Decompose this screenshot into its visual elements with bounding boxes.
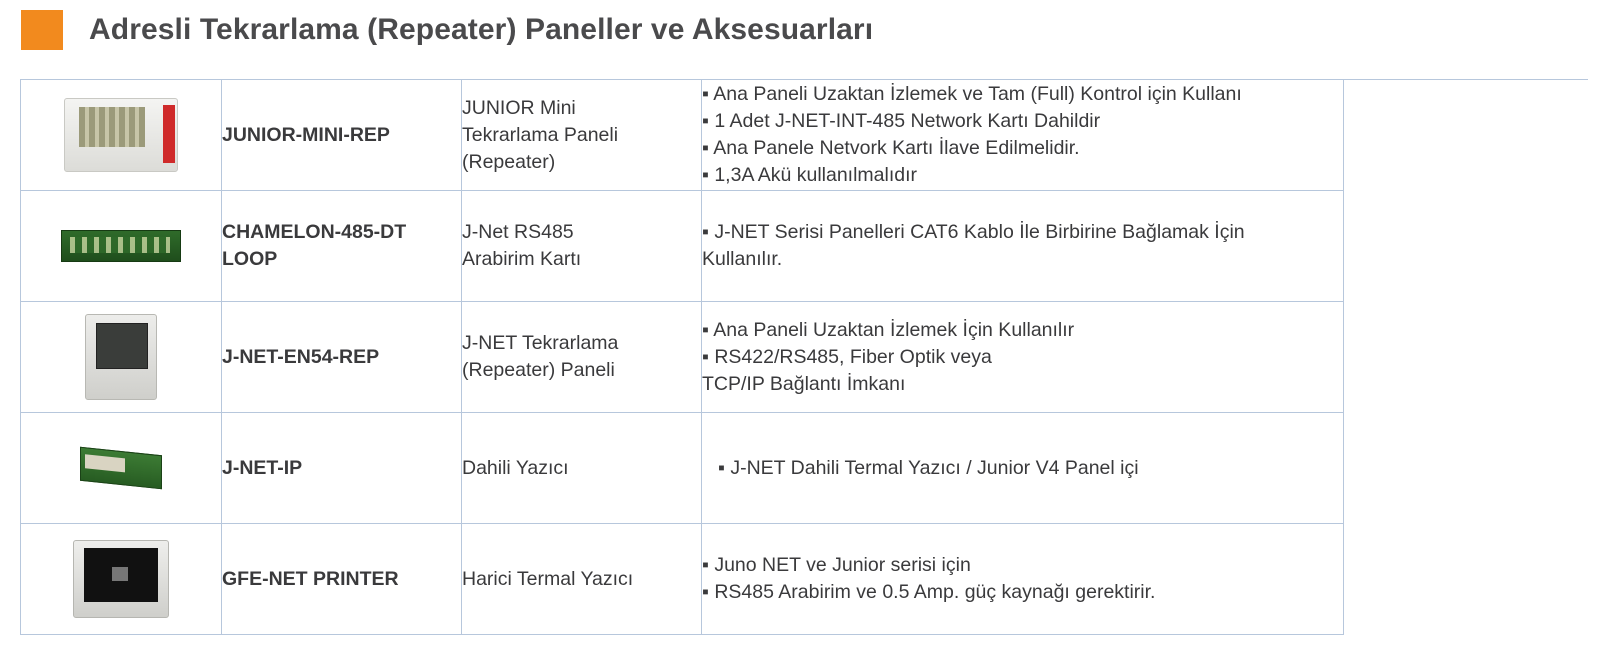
product-image-cell (21, 524, 222, 635)
table-row (21, 524, 1344, 635)
product-description: Harici Termal Yazıcı (462, 524, 702, 635)
page-header (21, 10, 873, 50)
table-row (21, 191, 1344, 302)
product-description: J-Net RS485 Arabirim Kartı (462, 191, 702, 302)
product-features: ▪ J-NET Serisi Panelleri CAT6 Kablo İle Birbirine Bağlamak İçin Kullanılır. (702, 191, 1344, 302)
product-image-cell (21, 302, 222, 413)
product-features: ▪ Ana Paneli Uzaktan İzlemek ve Tam (Full) Kontrol için Kullanı ▪ 1 Adet J-NET-INT-485 Network Kartı Dahildir ▪ Ana Panele Netvork Kartı İlave Edilmelidir. ▪ 1,3A Akü kullanılmalıdır (702, 80, 1344, 191)
product-image-cell (21, 191, 222, 302)
product-features: ▪ Ana Paneli Uzaktan İzlemek İçin Kullanılır ▪ RS422/RS485, Fiber Optik veya TCP/IP Bağlantı İmkanı (702, 302, 1344, 413)
table-row (21, 302, 1344, 413)
product-code: JUNIOR-MINI-REP (222, 80, 462, 191)
rs485-interface-card-image (61, 230, 181, 262)
product-features: ▪ J-NET Dahili Termal Yazıcı / Junior V4 Panel içi (702, 413, 1344, 524)
product-code: GFE-NET PRINTER (222, 524, 462, 635)
product-features: ▪ Juno NET ve Junior serisi için ▪ RS485 Arabirim ve 0.5 Amp. güç kaynağı gerektirir. (702, 524, 1344, 635)
product-image-cell (21, 413, 222, 524)
product-table (20, 79, 1344, 635)
product-code: J-NET-IP (222, 413, 462, 524)
product-description: J-NET Tekrarlama (Repeater) Paneli (462, 302, 702, 413)
junior-mini-repeater-panel-image (64, 98, 178, 172)
table-row (21, 413, 1344, 524)
product-code: CHAMELON-485-DT LOOP (222, 191, 462, 302)
product-description: JUNIOR Mini Tekrarlama Paneli (Repeater) (462, 80, 702, 191)
page-title: Adresli Tekrarlama (Repeater) Paneller ve Aksesuarları (89, 13, 874, 46)
product-description: Dahili Yazıcı (462, 413, 702, 524)
internal-printer-module-image (80, 447, 162, 490)
orange-square-icon (21, 10, 63, 50)
table-row (21, 80, 1344, 191)
product-code: J-NET-EN54-REP (222, 302, 462, 413)
external-thermal-printer-image (73, 540, 169, 618)
j-net-repeater-panel-image (85, 314, 157, 400)
product-image-cell (21, 80, 222, 191)
